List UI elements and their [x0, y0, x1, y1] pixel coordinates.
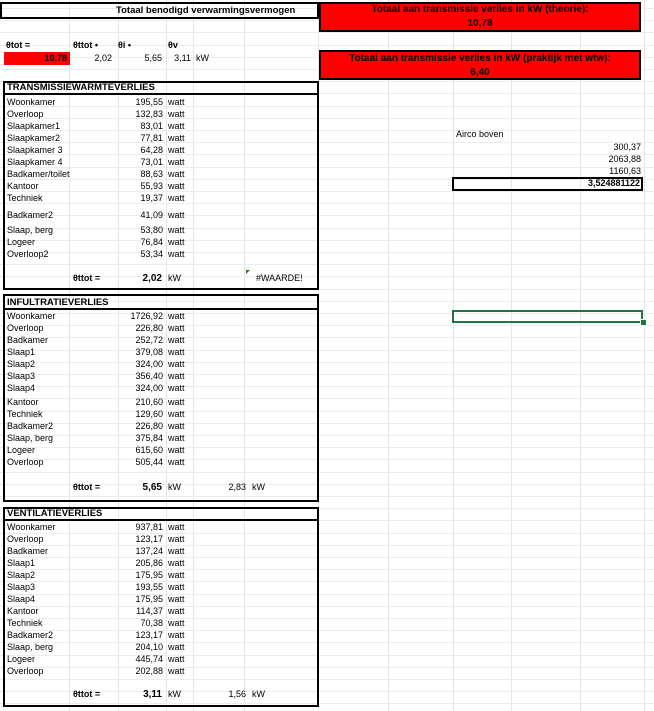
- summary-ei-label: θi •: [118, 40, 132, 50]
- infiltratie-row-unit: watt: [168, 421, 185, 431]
- ventilatie-row-value[interactable]: 114,37: [136, 606, 163, 616]
- transmissie-row-unit: watt: [168, 249, 185, 259]
- transmissie-row-value[interactable]: 53,34: [140, 249, 163, 259]
- infiltratie-row-name[interactable]: Badkamer2: [7, 421, 54, 431]
- transmissie-row-value[interactable]: 64,28: [140, 145, 163, 155]
- ventilatie-title: VENTILATIEVERLIES: [7, 508, 103, 519]
- infiltratie-row-name[interactable]: Overloop: [7, 323, 44, 333]
- transmissie-row-name[interactable]: Slaap, berg: [7, 225, 54, 235]
- transmissie-row-name[interactable]: Slaapkamer1: [7, 121, 61, 131]
- infiltratie-row-value[interactable]: 210,60: [135, 397, 163, 407]
- infiltratie-row-name[interactable]: Slaap2: [7, 359, 36, 369]
- ventilatie-row-unit: watt: [168, 666, 185, 676]
- airco-total: 3,524881122: [587, 178, 640, 188]
- transmissie-row-unit: watt: [168, 157, 185, 167]
- ventilatie-row-unit: watt: [168, 606, 185, 616]
- ventilatie-row-unit: watt: [168, 570, 185, 580]
- infiltratie-row-name[interactable]: Slaap1: [7, 347, 36, 357]
- infiltratie-row-value[interactable]: 129,60: [135, 409, 163, 419]
- infiltratie-row-unit: watt: [168, 397, 185, 407]
- transmissie-row-unit: watt: [168, 237, 185, 247]
- transmissie-row-value[interactable]: 53,80: [140, 225, 163, 235]
- infiltratie-row-unit: watt: [168, 311, 185, 321]
- practice-label: Totaal aan transmissie verlies in kW (praktijk met wtw):: [349, 53, 611, 64]
- infiltratie-row-unit: watt: [168, 433, 185, 443]
- summary-tot-value: 10,78: [44, 53, 67, 63]
- ventilatie-row-unit: watt: [168, 534, 185, 544]
- infiltratie-row-unit: watt: [168, 359, 185, 369]
- transmissie-total-label: θttot =: [73, 273, 101, 283]
- infiltratie-row-name[interactable]: Badkamer: [7, 335, 49, 345]
- ventilatie-row-value[interactable]: 193,55: [135, 582, 163, 592]
- transmissie-row-value[interactable]: 83,01: [140, 121, 163, 131]
- ventilatie-row-name[interactable]: Overloop: [7, 534, 44, 544]
- ventilatie-row-value[interactable]: 204,10: [135, 642, 163, 652]
- infiltratie-row-value[interactable]: 379,08: [135, 347, 163, 357]
- transmissie-row-value[interactable]: 73,01: [140, 157, 163, 167]
- transmissie-row-value[interactable]: 76,84: [140, 237, 163, 247]
- transmissie-row-unit: watt: [168, 169, 185, 179]
- ventilatie-row-name[interactable]: Slaap2: [7, 570, 36, 580]
- error-indicator-icon: [246, 270, 250, 274]
- transmissie-row-name[interactable]: Logeer: [7, 237, 36, 247]
- ventilatie-row-unit: watt: [168, 558, 185, 568]
- transmissie-row-unit: watt: [168, 133, 185, 143]
- transmissie-row-name[interactable]: Techniek: [7, 193, 43, 203]
- infiltratie-row-name[interactable]: Slaap, berg: [7, 433, 54, 443]
- transmissie-row-unit: watt: [168, 97, 185, 107]
- summary-ev-value[interactable]: 3,11: [174, 53, 191, 63]
- infiltratie-row-unit: watt: [168, 347, 185, 357]
- transmissie-row-value[interactable]: 132,83: [135, 109, 163, 119]
- summary-unit: kW: [196, 53, 209, 63]
- infiltratie-row-unit: watt: [168, 383, 185, 393]
- ventilatie-row-value[interactable]: 202,88: [135, 666, 163, 676]
- summary-ttot-value[interactable]: 2,02: [94, 53, 112, 63]
- transmissie-row-name[interactable]: Woonkamer: [7, 97, 56, 107]
- transmissie-row-unit: watt: [168, 225, 185, 235]
- ventilatie-row-unit: watt: [168, 654, 185, 664]
- ventilatie-row-value[interactable]: 175,95: [135, 570, 163, 580]
- airco-value-2[interactable]: 2063,88: [608, 154, 641, 164]
- infiltratie-total-label: θttot =: [73, 482, 101, 492]
- theory-value: 10,78: [467, 18, 493, 29]
- infiltratie-row-value[interactable]: 375,84: [135, 433, 163, 443]
- infiltratie-row-name[interactable]: Overloop: [7, 457, 44, 467]
- transmissie-row-name[interactable]: Slaapkamer 3: [7, 145, 63, 155]
- transmissie-row-name[interactable]: Overloop2: [7, 249, 49, 259]
- ventilatie-row-value[interactable]: 937,81: [135, 522, 163, 532]
- ventilatie-row-value[interactable]: 205,86: [135, 558, 163, 568]
- ventilatie-row-name[interactable]: Logeer: [7, 654, 36, 664]
- infiltratie-row-unit: watt: [168, 409, 185, 419]
- transmissie-row-name[interactable]: Slaapkamer2: [7, 133, 61, 143]
- transmissie-row-value[interactable]: 195,55: [135, 97, 163, 107]
- transmissie-row-unit: watt: [168, 145, 185, 155]
- ventilatie-row-name[interactable]: Overloop: [7, 666, 44, 676]
- ventilatie-row-name[interactable]: Badkamer2: [7, 630, 54, 640]
- infiltratie-row-name[interactable]: Slaap3: [7, 371, 36, 381]
- infiltratie-row-unit: watt: [168, 371, 185, 381]
- infiltratie-row-unit: watt: [168, 445, 185, 455]
- fill-handle[interactable]: [640, 319, 647, 326]
- infiltratie-row-value[interactable]: 356,40: [135, 371, 163, 381]
- practice-value: 6,40: [470, 67, 490, 78]
- transmissie-row-unit: watt: [168, 210, 185, 220]
- ventilatie-row-value[interactable]: 445,74: [135, 654, 163, 664]
- transmissie-row-value[interactable]: 55,93: [140, 181, 163, 191]
- ventilatie-row-unit: watt: [168, 630, 185, 640]
- selected-cell[interactable]: [452, 310, 643, 323]
- ventilatie-header-rule: [3, 519, 319, 521]
- ventilatie-row-name[interactable]: Slaap, berg: [7, 642, 54, 652]
- transmissie-row-unit: watt: [168, 181, 185, 191]
- summary-ttot-label: θttot •: [73, 40, 99, 50]
- transmissie-total-unit: kW: [168, 273, 181, 283]
- infiltratie-row-unit: watt: [168, 457, 185, 467]
- ventilatie-row-name[interactable]: Kantoor: [7, 606, 39, 616]
- infiltratie-row-value[interactable]: 324,00: [135, 383, 163, 393]
- airco-value-3[interactable]: 1160,63: [609, 166, 641, 176]
- infiltratie-row-value[interactable]: 252,72: [135, 335, 163, 345]
- ventilatie-row-name[interactable]: Badkamer: [7, 546, 49, 556]
- transmissie-row-unit: watt: [168, 121, 185, 131]
- page-title: Totaal benodigd verwarmingsvermogen: [116, 5, 296, 16]
- infiltratie-extra-unit: kW: [252, 482, 265, 492]
- transmissie-row-value[interactable]: 19,37: [140, 193, 163, 203]
- ventilatie-row-value[interactable]: 70,38: [140, 618, 163, 628]
- transmissie-total-value[interactable]: 2,02: [142, 273, 162, 284]
- transmissie-row-value[interactable]: 88,63: [140, 169, 163, 179]
- infiltratie-row-name[interactable]: Woonkamer: [7, 311, 56, 321]
- ventilatie-total-unit: kW: [168, 689, 181, 699]
- transmissie-row-name[interactable]: Overloop: [7, 109, 44, 119]
- transmissie-row-value[interactable]: 41,09: [140, 210, 163, 220]
- summary-tot-label: θtot =: [6, 40, 31, 50]
- infiltratie-row-value[interactable]: 505,44: [135, 457, 163, 467]
- summary-ev-label: θv: [168, 40, 178, 50]
- infiltratie-header-rule: [3, 308, 319, 310]
- ventilatie-row-value[interactable]: 123,17: [135, 630, 163, 640]
- transmissie-header-rule: [3, 93, 319, 95]
- ventilatie-row-unit: watt: [168, 642, 185, 652]
- infiltratie-row-value[interactable]: 226,80: [135, 323, 163, 333]
- infiltratie-total-unit: kW: [168, 482, 181, 492]
- infiltratie-title: INFULTRATIEVERLIES: [7, 297, 109, 308]
- infiltratie-row-value[interactable]: 324,00: [135, 359, 163, 369]
- infiltratie-row-value[interactable]: 226,80: [135, 421, 163, 431]
- transmissie-error[interactable]: #WAARDE!: [256, 273, 303, 283]
- infiltratie-row-unit: watt: [168, 323, 185, 333]
- summary-ei-value[interactable]: 5,65: [144, 53, 162, 63]
- airco-value-1[interactable]: 300,37: [613, 142, 641, 152]
- ventilatie-row-name[interactable]: Slaap4: [7, 594, 36, 604]
- transmissie-row-value[interactable]: 77,81: [140, 133, 163, 143]
- transmissie-row-name[interactable]: Badkamer/toilet: [7, 169, 70, 179]
- ventilatie-row-name[interactable]: Slaap3: [7, 582, 36, 592]
- ventilatie-row-unit: watt: [168, 594, 185, 604]
- infiltratie-extra-value[interactable]: 2,83: [228, 482, 246, 492]
- ventilatie-row-name[interactable]: Techniek: [7, 618, 43, 628]
- infiltratie-row-value[interactable]: 1726,92: [130, 311, 163, 321]
- ventilatie-row-unit: watt: [168, 618, 185, 628]
- transmissie-row-name[interactable]: Slaapkamer 4: [7, 157, 63, 167]
- infiltratie-row-value[interactable]: 615,60: [135, 445, 163, 455]
- infiltratie-total-value[interactable]: 5,65: [142, 482, 162, 493]
- ventilatie-row-value[interactable]: 175,95: [135, 594, 163, 604]
- ventilatie-row-value[interactable]: 123,17: [135, 534, 163, 544]
- ventilatie-row-value[interactable]: 137,24: [135, 546, 163, 556]
- ventilatie-total-label: θttot =: [73, 689, 101, 699]
- ventilatie-row-unit: watt: [168, 522, 185, 532]
- transmissie-row-name[interactable]: Kantoor: [7, 181, 39, 191]
- ventilatie-row-name[interactable]: Slaap1: [7, 558, 36, 568]
- ventilatie-extra-value[interactable]: 1,56: [228, 689, 246, 699]
- transmissie-row-unit: watt: [168, 193, 185, 203]
- infiltratie-row-name[interactable]: Kantoor: [7, 397, 39, 407]
- ventilatie-row-unit: watt: [168, 546, 185, 556]
- transmissie-row-unit: watt: [168, 109, 185, 119]
- transmissie-title: TRANSMISSIEWARMTEVERLIES: [7, 82, 155, 93]
- ventilatie-row-unit: watt: [168, 582, 185, 592]
- ventilatie-extra-unit: kW: [252, 689, 265, 699]
- transmissie-row-name[interactable]: Badkamer2: [7, 210, 54, 220]
- theory-label: Totaal aan transmissie verlies in kW (theorie):: [371, 4, 589, 15]
- infiltratie-row-name[interactable]: Logeer: [7, 445, 36, 455]
- ventilatie-total-value[interactable]: 3,11: [143, 689, 162, 700]
- airco-label[interactable]: Airco boven: [456, 129, 504, 139]
- infiltratie-row-unit: watt: [168, 335, 185, 345]
- ventilatie-row-name[interactable]: Woonkamer: [7, 522, 56, 532]
- infiltratie-row-name[interactable]: Techniek: [7, 409, 43, 419]
- infiltratie-row-name[interactable]: Slaap4: [7, 383, 36, 393]
